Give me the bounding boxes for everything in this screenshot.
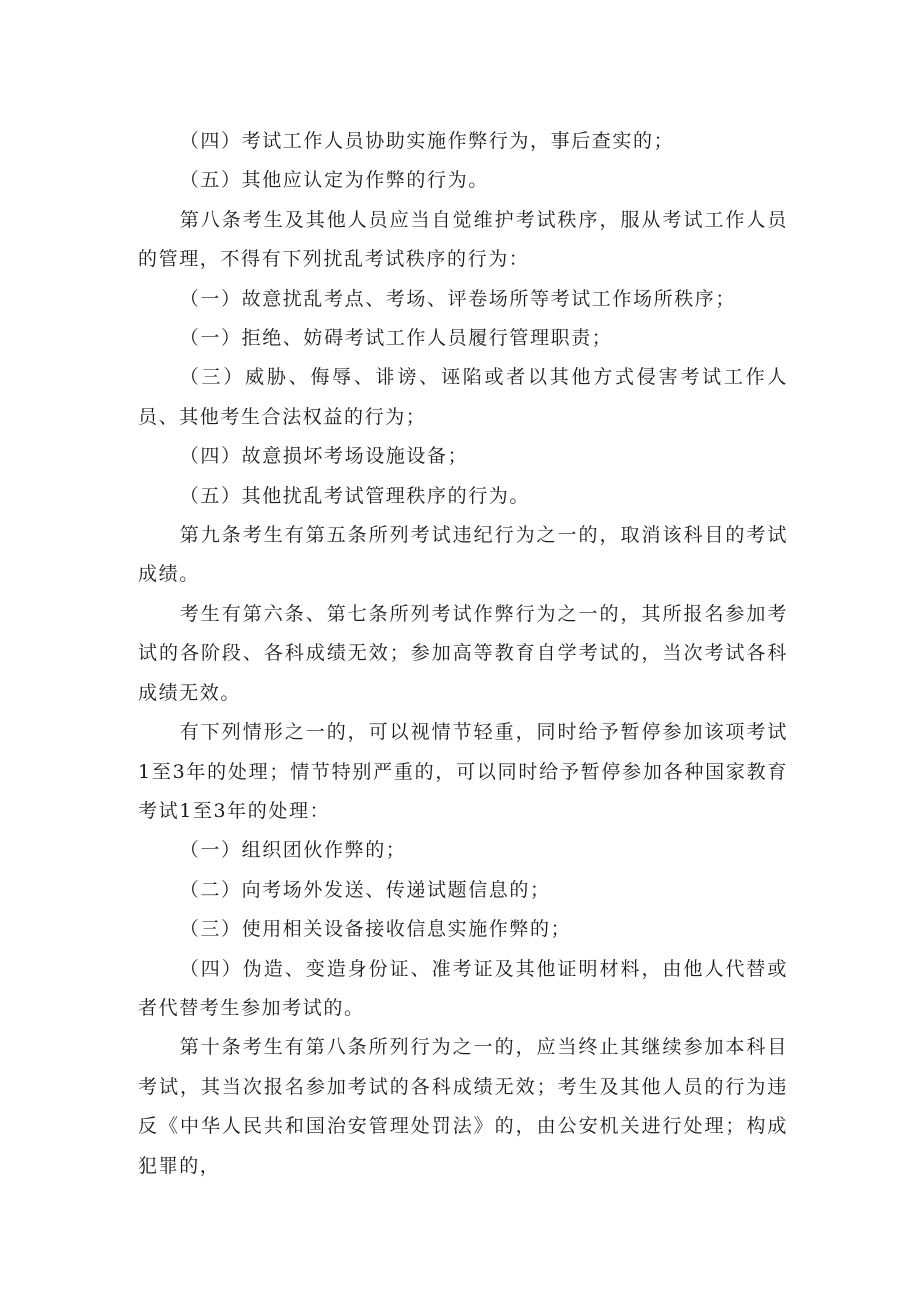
paragraph-item-5-other-disruption: （五）其他扰乱考试管理秩序的行为。: [179, 484, 530, 507]
paragraph-item-4-forgery: （四）伪造、变造身份证、准考证及其他证明材料，由他人代替或者代替考生参加考试的。: [138, 957, 788, 1019]
paragraph-item-4-damage: （四）故意损坏考场设施设备；: [179, 445, 469, 468]
paragraph-item-3-threaten: （三）威胁、侮辱、诽谤、诬陷或者以其他方式侵害考试工作人员、其他考生合法权益的行为；: [138, 366, 788, 428]
paragraph-item-2-obstruct-staff: （一）拒绝、妨碍考试工作人员履行管理职责；: [179, 327, 613, 350]
document-body: [138, 122, 788, 1186]
paragraph-item-5-other-cheating: （五）其他应认定为作弊的行为。: [179, 169, 489, 192]
paragraph-item-1-organized: （一）组织团伙作弊的；: [179, 839, 407, 862]
paragraph-item-3-devices: （三）使用相关设备接收信息实施作弊的；: [179, 918, 572, 941]
paragraph-suspension-rules: 有下列情形之一的，可以视情节轻重，同时给予暂停参加该项考试1至3年的处理；情节特别严重的，可以同时给予暂停参加各种国家教育考试1至3年的处理：: [138, 721, 788, 822]
paragraph-item-4-collusion: （四）考试工作人员协助实施作弊行为，事后查实的；: [179, 130, 675, 152]
paragraph-article-10: 第十条考生有第八条所列行为之一的，应当终止其继续参加本科目考试，其当次报名参加考试的各科成绩无效；考生及其他人员的行为违反《中华人民共和国治安管理处罚法》的，由公安机关进行处理；构成犯罪的，: [138, 1036, 788, 1177]
paragraph-item-1-disrupt-venue: （一）故意扰乱考点、考场、评卷场所等考试工作场所秩序；: [179, 287, 736, 310]
paragraph-article-8: 第八条考生及其他人员应当自觉维护考试秩序，服从考试工作人员的管理，不得有下列扰乱考试秩序的行为：: [138, 208, 788, 271]
paragraph-article-9: 第九条考生有第五条所列考试违纪行为之一的，取消该科目的考试成绩。: [138, 524, 788, 586]
paragraph-cheating-scores-void: 考生有第六条、第七条所列考试作弊行为之一的，其所报名参加考试的各阶段、各科成绩无效；参加高等教育自学考试的，当次考试各科成绩无效。: [138, 602, 788, 704]
paragraph-item-2-leak: （二）向考场外发送、传递试题信息的；: [179, 878, 551, 901]
